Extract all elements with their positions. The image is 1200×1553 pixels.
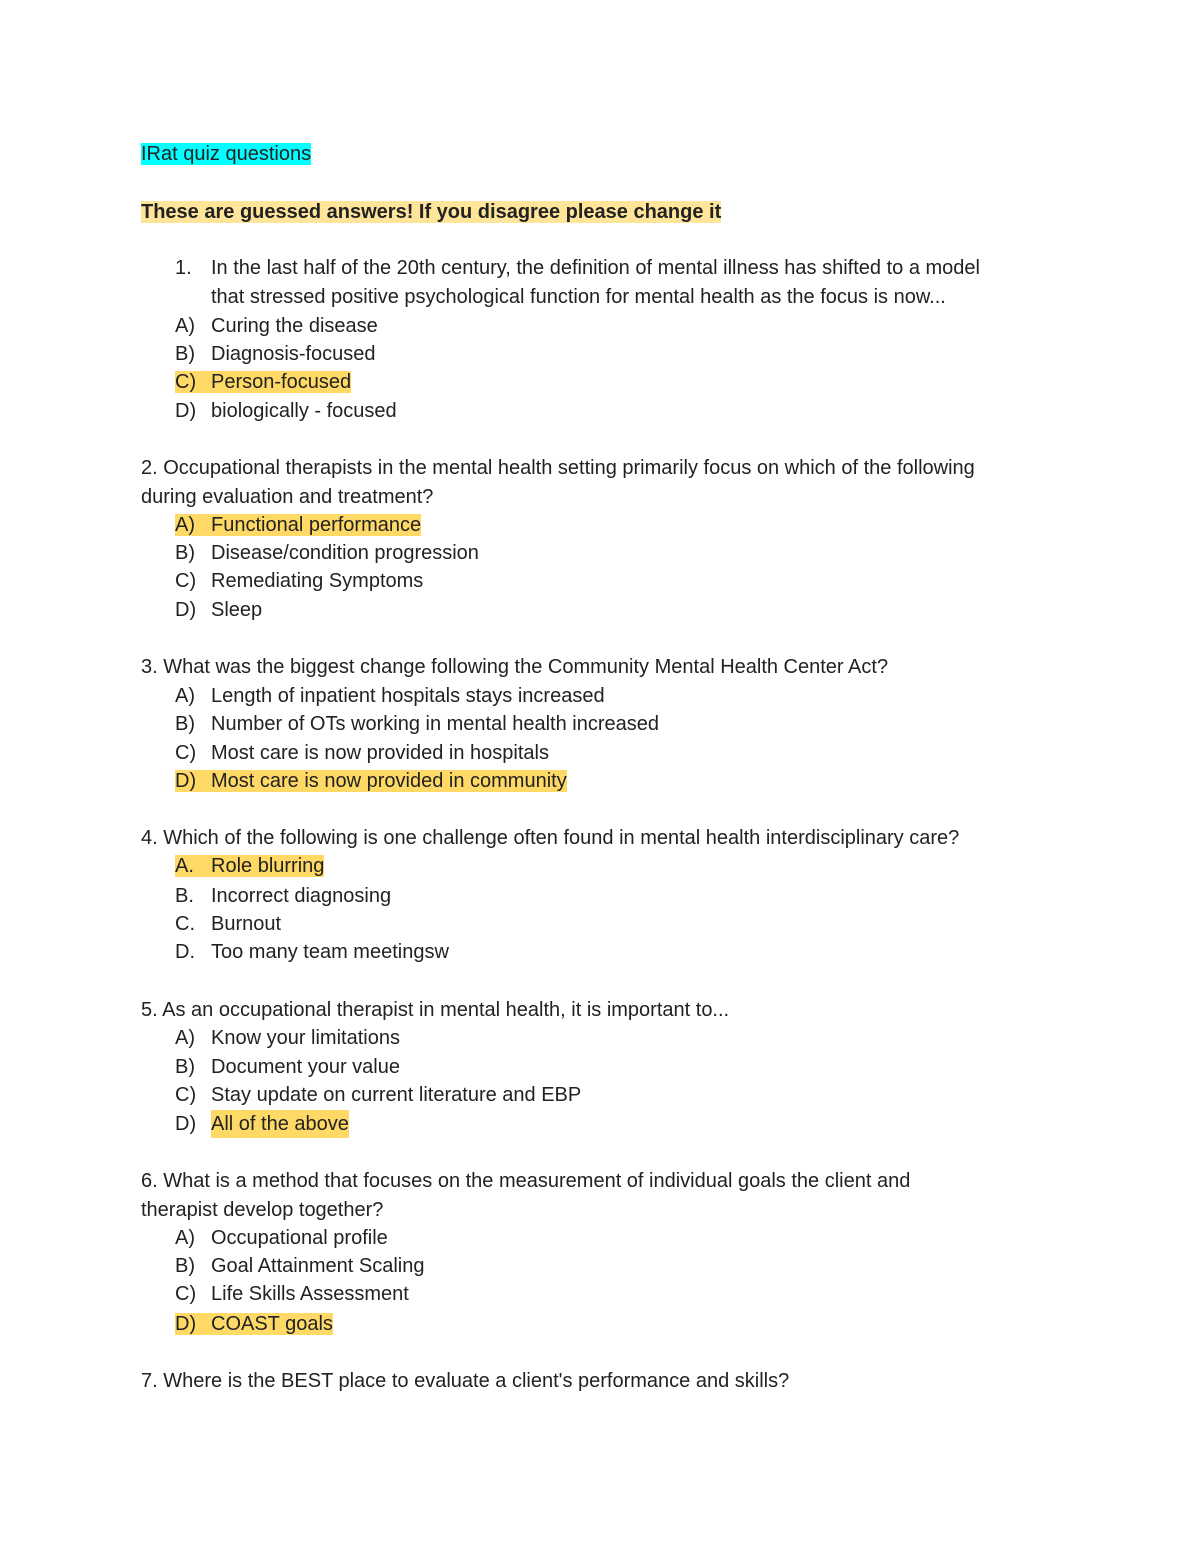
option-d: D) biologically - focused: [175, 400, 397, 422]
option-d-selected: D) All of the above: [175, 1110, 349, 1138]
question-text-continued: therapist develop together?: [141, 1199, 384, 1221]
option-b: B) Goal Attainment Scaling: [175, 1255, 425, 1277]
question-text: 5. As an occupational therapist in mental health, it is important to...: [141, 999, 730, 1021]
question-text-continued: during evaluation and treatment?: [141, 486, 434, 508]
question-text: 2. Occupational therapists in the mental health setting primarily focus on which of the following: [141, 457, 975, 479]
option-c: C) Life Skills Assessment: [175, 1283, 409, 1305]
option-c: C) Remediating Symptoms: [175, 570, 424, 592]
option-c: C) Most care is now provided in hospitals: [175, 742, 549, 764]
question-text: In the last half of the 20th century, the definition of mental illness has shifted to a model that stressed positive psychological function for mental health as the focus is now...: [211, 257, 980, 308]
option-a: A) Know your limitations: [175, 1027, 400, 1049]
option-d-selected: D) COAST goals: [175, 1313, 333, 1335]
question-number: 1.: [175, 257, 192, 279]
option-b: B) Diagnosis-focused: [175, 343, 376, 365]
option-c: C) Stay update on current literature and EBP: [175, 1084, 582, 1106]
question-text: 3. What was the biggest change following the Community Mental Health Center Act?: [141, 656, 889, 678]
question-text: 6. What is a method that focuses on the measurement of individual goals the client and: [141, 1170, 911, 1192]
disclaimer-note: These are guessed answers! If you disagree please change it: [141, 201, 722, 223]
option-a: A) Occupational profile: [175, 1227, 388, 1249]
document-title: IRat quiz questions: [141, 143, 312, 165]
option-b: B. Incorrect diagnosing: [175, 885, 392, 907]
option-d: D. Too many team meetingsw: [175, 941, 449, 963]
question-text: 7. Where is the BEST place to evaluate a client's performance and skills?: [141, 1370, 790, 1392]
option-b: B) Disease/condition progression: [175, 542, 479, 564]
option-b: B) Number of OTs working in mental health increased: [175, 713, 659, 735]
option-a: A) Length of inpatient hospitals stays increased: [175, 685, 605, 707]
option-c: C. Burnout: [175, 913, 282, 935]
option-a-selected: A) Functional performance: [175, 514, 422, 536]
option-a-selected: A. Role blurring: [175, 855, 325, 877]
option-d: D) Sleep: [175, 599, 263, 621]
option-c-selected: C) Person-focused: [175, 371, 352, 393]
option-d-selected: D) Most care is now provided in community: [175, 770, 567, 792]
option-a: A) Curing the disease: [175, 315, 378, 337]
question-text: 4. Which of the following is one challenge often found in mental health interdisciplinary care?: [141, 827, 960, 849]
option-b: B) Document your value: [175, 1056, 400, 1078]
